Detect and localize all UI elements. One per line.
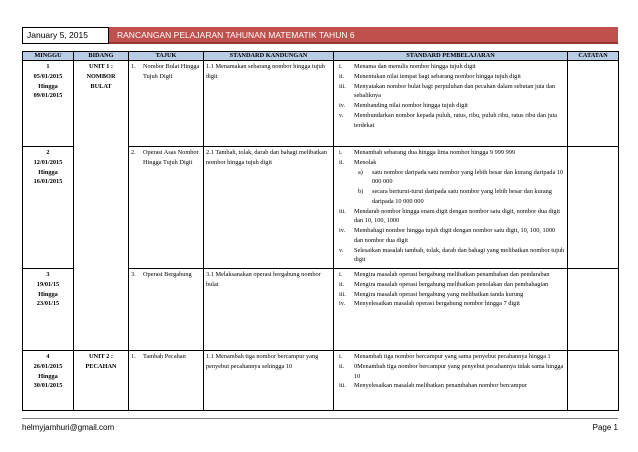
- item-text: satu nombor daripada satu nombor yang lebih besar dan kurang daripada 10 000 000: [372, 168, 564, 186]
- item-text: Membanding nilai nombor hingga tujuh digit: [354, 102, 468, 109]
- item-text: Mengira masalah operasi bergabung yang melibatkan tanda kurung: [354, 290, 524, 298]
- item-text: Mengira masalah operasi bergabung melibatkan penolakan dan pembahagian: [354, 280, 549, 288]
- item-text: Membahagi nombor hingga tujuh digit dengan nombor satu digit, 10, 100, 1000 dan nombor dua digit: [354, 227, 556, 244]
- unit-label: UNIT 1 :: [88, 63, 114, 70]
- sub-list-item: [336, 187, 565, 207]
- week-hingga: Hingga: [38, 168, 58, 176]
- col-header-standard-pembelajaran: STANDARD PEMBELAJARAN: [334, 52, 568, 61]
- week-start-date: 19/01/15: [36, 280, 60, 288]
- item-text: Menama dan menulis nombor hingga tujuh digit: [354, 63, 476, 70]
- item-number: iv.: [339, 102, 346, 109]
- item-text: Menambah sebarang dua hingga lima nombor hingga 9 999 999: [354, 149, 516, 156]
- week-end-date: 30/01/2015: [33, 382, 63, 390]
- catatan-cell: [568, 147, 619, 269]
- week-end-date: 09/01/2015: [33, 92, 63, 100]
- item-text: Menolak: [354, 158, 377, 166]
- item-number: i.: [339, 353, 343, 360]
- tajuk-text: Nombor Bulat Hingga Tujuh Digit: [143, 63, 200, 80]
- item-number: ii.: [339, 362, 345, 370]
- item-text: Mengira masalah operasi bergabung melibatkan penambahan dan pendaraban: [354, 271, 550, 278]
- sub-list-item: [336, 168, 565, 188]
- standard-kandungan-cell: 1.1 Menamakan sebarang nombor hingga tujuh digit: [204, 61, 334, 147]
- item-number: iii.: [339, 207, 346, 215]
- unit-name-line: PECAHAN: [85, 362, 117, 370]
- tajuk-number: 2.: [131, 149, 136, 156]
- item-text: Menambah tiga nombor bercampur yang sama penyebut pecahannya hingga 1: [354, 353, 551, 360]
- week-end-date: 23/01/15: [36, 300, 60, 308]
- bidang-cell: [74, 61, 129, 351]
- item-number: ii.: [339, 158, 345, 166]
- list-item: [336, 280, 565, 290]
- minggu-cell: [23, 147, 74, 269]
- col-header-bidang: BIDANG: [74, 52, 129, 61]
- standard-kandungan-cell: 1.1 Menambah tiga nombor bercampur yang penyebut pecahannya sehingga 10: [204, 351, 334, 411]
- item-text: Membundarkan nombor kepada puluh, ratus, ribu, puluh ribu, ratus ribu dan juta terdekat: [354, 111, 558, 129]
- item-text: Menyatakan nombor bulat bagi perpuluhan dan pecahan dalam sebutan juta dan sebaliknya: [354, 82, 556, 100]
- tajuk-text: Tambah Pecahan: [143, 353, 186, 360]
- standard-pembelajaran-cell: [334, 147, 568, 269]
- standard-pembelajaran-cell: [334, 61, 568, 147]
- list-item: [336, 111, 565, 131]
- col-header-tajuk: TAJUK: [129, 52, 204, 61]
- footer-email: helmyjamhuri@gmail.com: [22, 423, 115, 432]
- list-item: [336, 148, 565, 158]
- item-text: Menentukan nilai tempat bagi sebarang nombor hingga tujuh digit: [354, 72, 521, 80]
- item-number: i.: [339, 271, 343, 278]
- week-number: 4: [46, 353, 50, 360]
- tajuk-text: Operasi Asas Nombor Hingga Tujuh Digit: [143, 149, 199, 166]
- tajuk-cell: [129, 351, 204, 411]
- list-item: [336, 299, 565, 309]
- list-item: [336, 381, 565, 391]
- bidang-cell: [74, 351, 129, 411]
- item-text: Menyelesaikan masalah operasi bergabung nombor hingga 7 digit: [354, 300, 520, 308]
- col-header-catatan: CATATAN: [568, 52, 619, 61]
- item-number: ii.: [339, 72, 345, 80]
- table-row: [23, 351, 619, 411]
- item-number: a): [358, 168, 363, 176]
- page-number: Page 1: [592, 423, 618, 432]
- standard-pembelajaran-cell: [334, 351, 568, 411]
- list-item: [336, 158, 565, 168]
- standard-kandungan-cell: 3.1 Melaksanakan operasi bergabung nombor bulat: [204, 269, 334, 351]
- unit-label: UNIT 2 :: [88, 353, 114, 360]
- tajuk-text: Operasi Bergabung: [143, 271, 192, 278]
- week-start-date: 05/01/2015: [33, 72, 63, 80]
- item-text: 0Menambah tiga nombor bercampur yang penyebut pecahannya tidak sama hingga 10: [354, 362, 564, 380]
- minggu-cell: [23, 269, 74, 351]
- list-item: [336, 290, 565, 300]
- week-end-date: 16/01/2015: [33, 178, 63, 186]
- list-item: [336, 226, 565, 246]
- document-header: [22, 27, 618, 44]
- item-text: Mendarab nombor hingga enam digit dengan nombor satu digit, nombor dua digit dan 10, 100, 1000: [354, 207, 561, 225]
- item-number: iv.: [339, 227, 346, 234]
- item-text: secara berturut-turut daripada satu nombor yang lebih besar dan kurang daripada 10 000 000: [372, 188, 552, 205]
- list-item: [336, 101, 565, 111]
- week-hingga: Hingga: [38, 82, 58, 90]
- item-number: ii.: [339, 280, 345, 288]
- item-text: Selesaikan masalah tambah, tolak, darab dan bahagi yang melibatkan nombor tujuh digit: [354, 246, 565, 264]
- col-header-minggu: MINGGU: [23, 52, 74, 61]
- item-number: b): [358, 188, 364, 195]
- list-item: [336, 270, 565, 280]
- list-item: [336, 62, 565, 72]
- catatan-cell: [568, 61, 619, 147]
- unit-name-line: NOMBOR: [86, 72, 116, 80]
- week-number: 2: [46, 149, 50, 156]
- week-start-date: 26/01/2015: [33, 362, 63, 370]
- week-hingga: Hingga: [38, 290, 58, 298]
- table-row: [23, 61, 619, 147]
- item-number: i.: [339, 149, 343, 156]
- item-number: iii.: [339, 382, 346, 390]
- item-number: v.: [339, 246, 344, 254]
- col-header-standard-kandungan: STANDARD KANDUNGAN: [204, 52, 334, 61]
- list-item: [336, 82, 565, 102]
- week-start-date: 12/01/2015: [33, 158, 63, 166]
- unit-name-line: BULAT: [90, 82, 112, 90]
- item-text: Menyelesaikan masalah melibatkan penambahan nombor bercampur: [354, 382, 527, 390]
- page-footer: [22, 418, 618, 432]
- tajuk-number: 3.: [131, 271, 136, 278]
- tajuk-cell: [129, 61, 204, 147]
- tajuk-cell: [129, 269, 204, 351]
- list-item: [336, 362, 565, 382]
- lesson-plan-table: [22, 51, 619, 411]
- header-date: January 5, 2015: [22, 27, 109, 44]
- item-number: iv.: [339, 300, 346, 308]
- minggu-cell: [23, 351, 74, 411]
- item-number: v.: [339, 111, 344, 119]
- tajuk-cell: [129, 147, 204, 269]
- item-number: iii.: [339, 290, 346, 298]
- standard-kandungan-cell: 2.1 Tambah, tolak, darab dan bahagi melibatkan nombor hingga tujuh digit: [204, 147, 334, 269]
- table-header-row: [23, 52, 619, 61]
- week-hingga: Hingga: [38, 372, 58, 380]
- header-title: RANCANGAN PELAJARAN TAHUNAN MATEMATIK TAHUN 6: [109, 27, 618, 44]
- standard-pembelajaran-cell: [334, 269, 568, 351]
- list-item: [336, 246, 565, 266]
- item-number: iii.: [339, 82, 346, 90]
- item-number: i.: [339, 63, 343, 70]
- list-item: [336, 352, 565, 362]
- catatan-cell: [568, 269, 619, 351]
- list-item: [336, 207, 565, 227]
- week-number: 1: [46, 63, 50, 70]
- tajuk-number: 1.: [131, 63, 136, 70]
- list-item: [336, 72, 565, 82]
- week-number: 3: [46, 271, 50, 278]
- tajuk-number: 1.: [131, 353, 136, 360]
- catatan-cell: [568, 351, 619, 411]
- minggu-cell: [23, 61, 74, 147]
